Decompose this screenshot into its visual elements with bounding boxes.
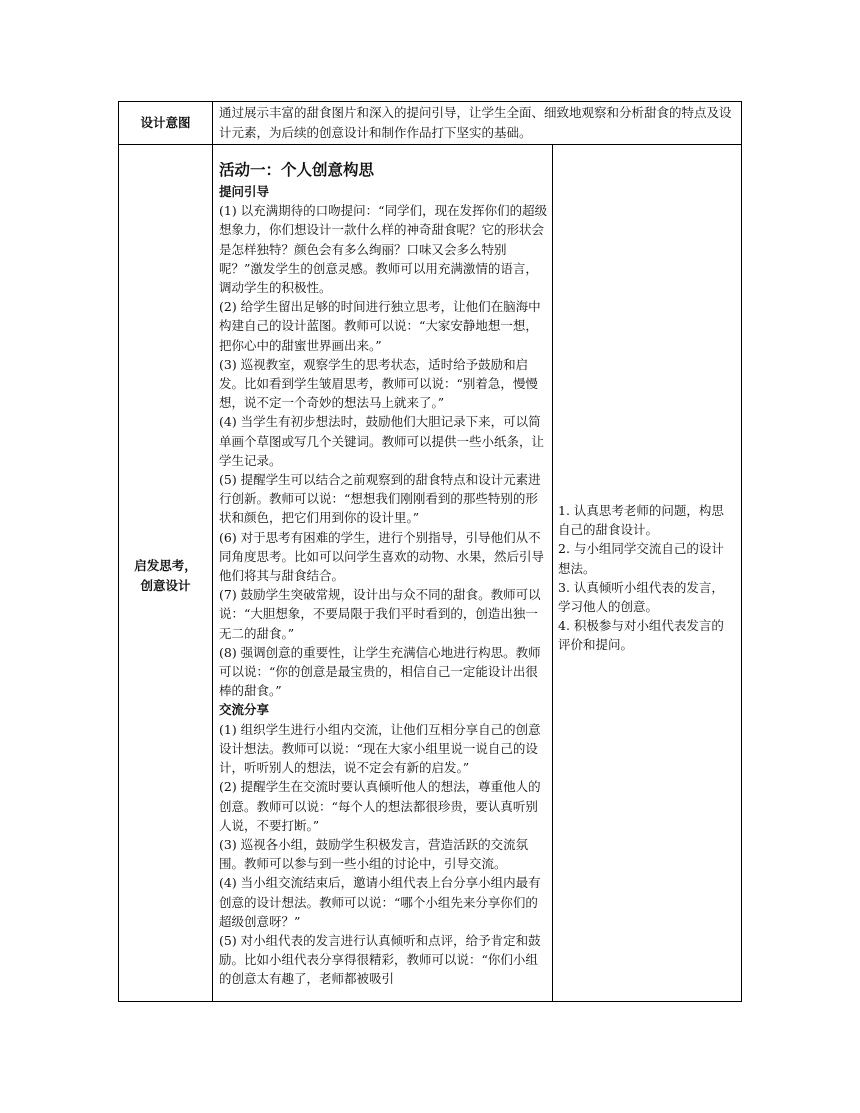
questioning-item: (8) 强调创意的重要性，让学生充满信心地进行构思。教师可以说：“你的创意是最宝贵的，相信自己一定能设计出很棒的甜食。” bbox=[219, 644, 541, 699]
activity-stage-label-line2: 创意设计 bbox=[140, 578, 191, 593]
questioning-item: (5) 提醒学生可以结合之前观察到的甜食特点和设计元素进行创新。教师可以说：“想想我们刚刚看到的那些特别的形状和颜色，把它们用到你的设计里。” bbox=[219, 472, 541, 526]
table-inner-column-divider bbox=[552, 144, 553, 1002]
table-border-right bbox=[741, 101, 742, 1002]
student-activity-item: 2. 与小组同学交流自己的设计想法。 bbox=[558, 541, 724, 576]
student-activity-item: 1. 认真思考老师的问题，构思自己的甜食设计。 bbox=[558, 503, 724, 538]
student-activity-item: 3. 认真倾听小组代表的发言，学习他人的创意。 bbox=[558, 579, 724, 615]
sharing-item: (2) 提醒学生在交流时要认真倾听他人的想法，尊重他人的创意。教师可以说：“每个人的想法都很珍贵，要认真听别人说，不要打断。” bbox=[219, 779, 541, 833]
student-activity-content bbox=[558, 501, 736, 655]
questioning-item: (1) 以充满期待的口吻提问：“同学们，现在发挥你们的超级想象力，你们想设计一款什么样的神奇甜食呢？它的形状会是怎样独特？颜色会有多么绚丽？口味又会多么特别呢？”激发学生的创意灵感。教师可以用充满激情的语言，调动学生的积极性。 bbox=[219, 203, 548, 296]
questioning-item: (4) 当学生有初步想法时，鼓励他们大胆记录下来，可以简单画个草图或写几个关键词。教师可以提供一些小纸条，让学生记录。 bbox=[219, 414, 545, 468]
student-activity-item: 4. 积极参与对小组代表发言的评价和提问。 bbox=[558, 618, 724, 653]
questioning-item: (3) 巡视教室，观察学生的思考状态，适时给予鼓励和启发。比如看到学生皱眉思考，教师可以说：“别着急，慢慢想，说不定一个奇妙的想法马上就来了。” bbox=[219, 356, 538, 411]
questioning-item: (6) 对于思考有困难的学生，进行个别指导，引导他们从不同角度思考。比如可以问学生喜欢的动物、水果，然后引导他们将其与甜食结合。 bbox=[219, 529, 545, 584]
table-border-left bbox=[118, 101, 119, 1002]
table-column-divider bbox=[212, 101, 213, 1002]
activity-stage-label-line1: 启发思考， bbox=[134, 558, 197, 573]
sharing-item: (1) 组织学生进行小组内交流，让他们互相分享自己的创意设计想法。教师可以说：“现在大家小组里说一说自己的设计，听听别人的想法，说不定会有新的启发。” bbox=[219, 721, 541, 776]
design-intent-label: 设计意图 bbox=[140, 115, 191, 130]
questioning-item: (2) 给学生留出足够的时间进行独立思考，让他们在脑海中构建自己的设计蓝图。教师可以说：“大家安静地想一想，把你心中的甜蜜世界画出来。” bbox=[219, 299, 541, 353]
sharing-item: (5) 对小组代表的发言进行认真倾听和点评，给予肯定和鼓励。比如小组代表分享得很精彩，教师可以说：“你们小组的创意太有趣了，老师都被吸引 bbox=[219, 932, 541, 987]
activity-title: 活动一：个人创意构思 bbox=[219, 161, 375, 179]
section-title-sharing: 交流分享 bbox=[219, 702, 270, 718]
teacher-activity-content bbox=[219, 158, 549, 989]
activity-stage-label bbox=[119, 556, 212, 596]
design-intent-text: 通过展示丰富的甜食图片和深入的提问引导，让学生全面、细致地观察和分析甜食的特点及设计元素，为后续的创意设计和制作作品打下坚实的基础。 bbox=[219, 105, 732, 140]
sharing-item: (4) 当小组交流结束后，邀请小组代表上台分享小组内最有创意的设计想法。教师可以说：“哪个小组先来分享你们的超级创意呀？” bbox=[219, 875, 541, 929]
questioning-item: (7) 鼓励学生突破常规，设计出与众不同的甜食。教师可以说：“大胆想象，不要局限于我们平时看到的，创造出独一无二的甜食。” bbox=[219, 587, 541, 641]
sharing-item: (3) 巡视各小组，鼓励学生积极发言，营造活跃的交流氛围。教师可以参与到一些小组的讨论中，引导交流。 bbox=[219, 836, 529, 872]
section-title-questioning: 提问引导 bbox=[219, 184, 270, 199]
